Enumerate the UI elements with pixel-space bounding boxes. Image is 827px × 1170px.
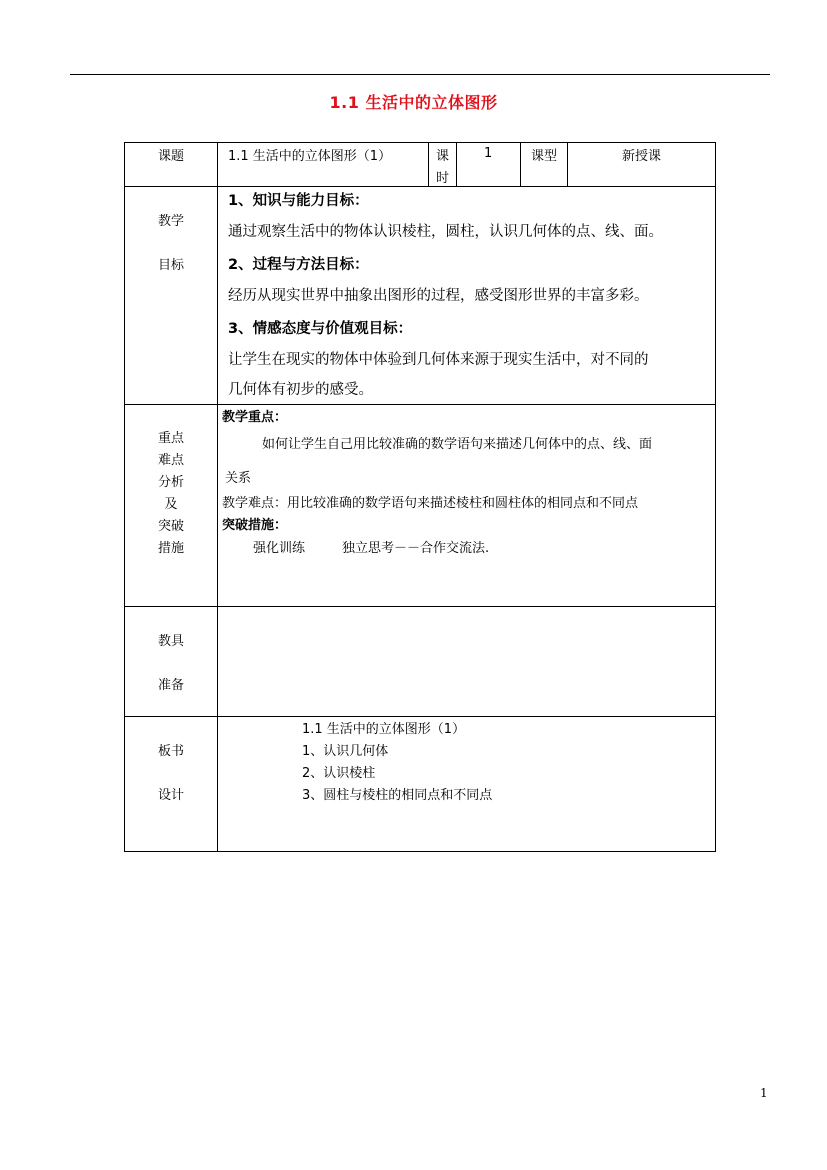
objective-heading-attitude: 3、情感态度与价值观目标：: [228, 321, 413, 337]
topic-label: 课题: [157, 149, 184, 164]
topic-value: 1.1 生活中的立体图形（1）: [228, 149, 392, 164]
header-rule: [70, 74, 770, 75]
page-title: 1.1 生活中的立体图形: [329, 93, 498, 112]
objective-heading-knowledge: 1、知识与能力目标：: [228, 193, 369, 209]
hours-value: 1: [484, 146, 493, 161]
objective-text-attitude-1: 让学生在现实的物体中体验到几何体来源于现实生活中，对不同的: [228, 352, 649, 368]
type-value: 新授课: [621, 149, 661, 164]
objectives-label-2: 目标: [157, 258, 184, 273]
board-line-2: 1、认识几何体: [302, 744, 389, 759]
tools-label-2: 准备: [157, 678, 184, 693]
objectives-label-1: 教学: [157, 214, 184, 229]
key-points-heading: 教学重点：: [222, 410, 288, 425]
board-line-3: 2、认识棱柱: [302, 766, 376, 781]
focus-label-4: 及: [164, 497, 178, 512]
focus-label-3: 分析: [157, 475, 184, 490]
hours-label-1: 课: [435, 149, 449, 164]
tools-label-1: 教具: [157, 634, 184, 649]
key-points-line-1: 如何让学生自己用比较准确的数学语句来描述几何体中的点、线、面: [262, 437, 653, 452]
focus-label-2: 难点: [157, 453, 184, 468]
hours-label-2: 时: [435, 171, 449, 186]
board-label-2: 设计: [157, 788, 184, 803]
objective-heading-process: 2、过程与方法目标：: [228, 257, 369, 273]
focus-label-6: 措施: [157, 541, 184, 556]
board-line-4: 3、圆柱与棱柱的相同点和不同点: [302, 788, 493, 803]
measure-training: 强化训练: [253, 541, 306, 556]
board-label-1: 板书: [157, 744, 184, 759]
type-label: 课型: [530, 149, 557, 164]
cell-tools-content: [217, 606, 716, 717]
objective-text-attitude-2: 几何体有初步的感受。: [228, 382, 373, 398]
objective-text-knowledge: 通过观察生活中的物体认识棱柱，圆柱，认识几何体的点、线、面。: [228, 224, 663, 240]
focus-label-5: 突破: [157, 519, 184, 534]
measures-heading: 突破措施：: [222, 518, 288, 533]
key-points-line-2: 关系: [225, 471, 252, 486]
measure-method: 独立思考－－合作交流法.: [342, 541, 490, 556]
difficulty-line: 教学难点：用比较准确的数学语句来描述棱柱和圆柱体的相同点和不同点: [222, 496, 639, 511]
board-line-1: 1.1 生活中的立体图形（1）: [302, 722, 466, 737]
objective-text-process: 经历从现实世界中抽象出图形的过程，感受图形世界的丰富多彩。: [228, 288, 649, 304]
cell-tools-label: [124, 606, 218, 717]
page-number: 1: [760, 1086, 768, 1100]
focus-label-1: 重点: [157, 431, 184, 446]
